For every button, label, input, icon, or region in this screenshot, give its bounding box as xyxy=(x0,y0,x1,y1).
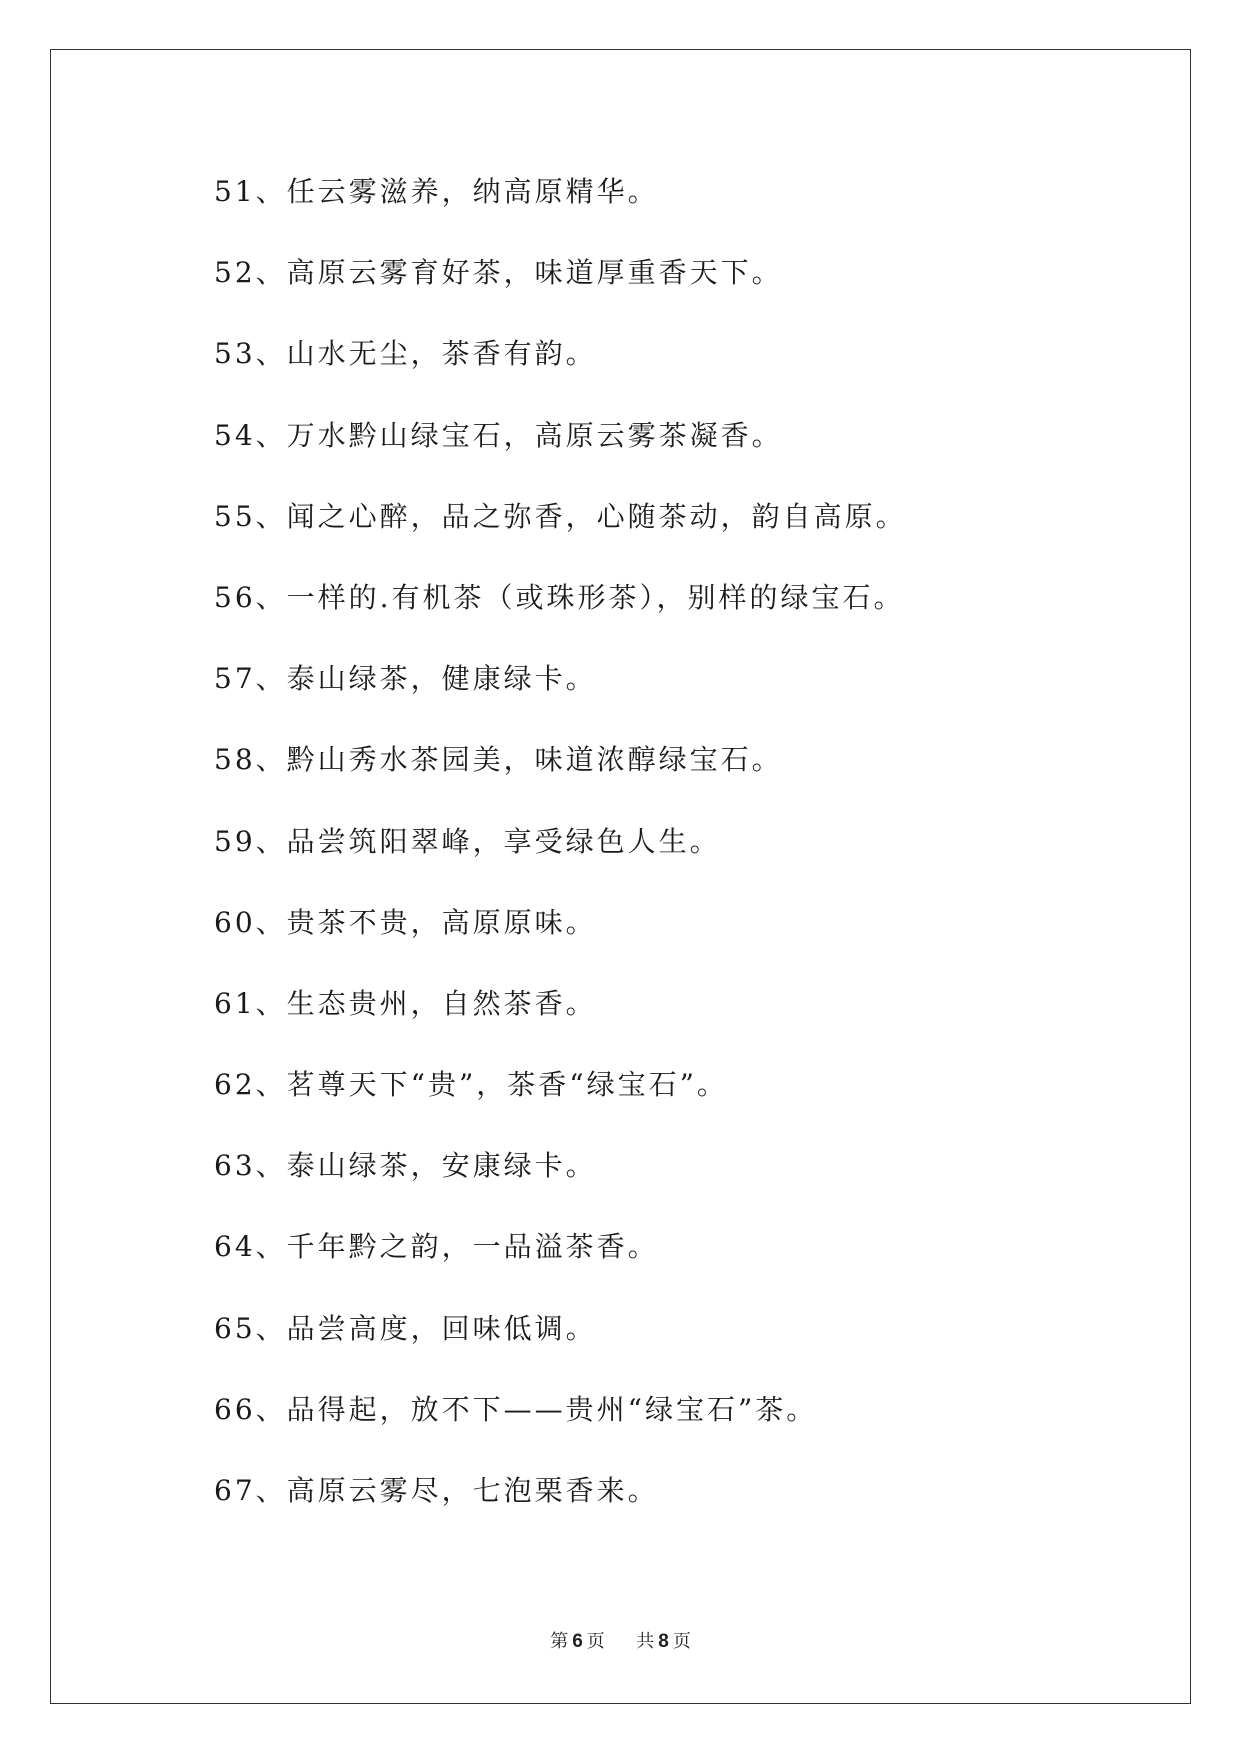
total-label-prefix: 共 xyxy=(636,1631,655,1652)
page-label-suffix: 页 xyxy=(586,1631,605,1652)
slogan-list xyxy=(214,168,907,1548)
list-item: 63、泰山绿茶，安康绿卡。 xyxy=(214,1149,597,1183)
list-item: 61、生态贵州，自然茶香。 xyxy=(214,986,597,1020)
list-item: 51、任云雾滋养，纳高原精华。 xyxy=(214,175,659,208)
list-item: 56、一样的.有机茶（或珠形茶），别样的绿宝石。 xyxy=(214,580,905,614)
total-label-suffix: 页 xyxy=(672,1631,691,1652)
list-item: 59、品尝筑阳翠峰，享受绿色人生。 xyxy=(214,824,721,858)
list-item: 67、高原云雾尽，七泡栗香来。 xyxy=(214,1474,659,1507)
total-pages: 8 xyxy=(658,1631,669,1652)
list-item: 55、闻之心醉，品之弥香，心随茶动，韵自高原。 xyxy=(214,499,907,533)
list-item: 62、茗尊天下“贵”，茶香“绿宝石”。 xyxy=(214,1068,728,1102)
list-item: 58、黔山秀水茶园美，味道浓醇绿宝石。 xyxy=(214,743,783,777)
list-item: 52、高原云雾育好茶，味道厚重香天下。 xyxy=(214,256,783,290)
list-item: 53、山水无尘，茶香有韵。 xyxy=(214,337,597,371)
list-item: 66、品得起，放不下——贵州“绿宝石”茶。 xyxy=(214,1392,818,1426)
list-item: 57、泰山绿茶，健康绿卡。 xyxy=(214,662,597,696)
list-item: 64、千年黔之韵，一品溢茶香。 xyxy=(214,1230,659,1264)
page-footer xyxy=(0,1627,1241,1653)
page-label-prefix: 第 xyxy=(550,1631,569,1652)
list-item: 65、品尝高度，回味低调。 xyxy=(214,1311,597,1345)
list-item: 54、万水黔山绿宝石，高原云雾茶凝香。 xyxy=(214,418,783,452)
list-item: 60、贵茶不贵，高原原味。 xyxy=(214,905,597,939)
page-number: 6 xyxy=(572,1631,583,1652)
